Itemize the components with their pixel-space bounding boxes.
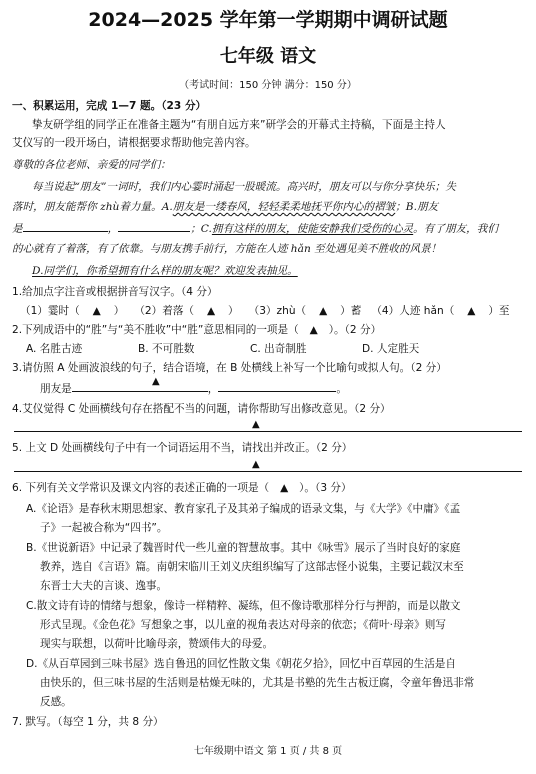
- answer-line[interactable]: [14, 471, 522, 472]
- question-1: 1.给加点字注音或根据拼音写汉字。（4 分）: [12, 286, 218, 298]
- option-b-line: B.《世说新语》中记录了魏晋时代一些儿童的智慧故事。其中《咏雪》展示了当时良好的家庭: [26, 542, 461, 554]
- answer-marker: ▲: [252, 459, 260, 470]
- section-heading: 一、积累运用，完成 1—7 题。（23 分）: [12, 100, 207, 112]
- greeting-line: 尊敬的各位老师、亲爱的同学们：: [12, 159, 171, 171]
- intro-line: 艾仪写的一段开场白，请根据要求帮助他完善内容。: [12, 137, 256, 149]
- option-d-line: 由快乐的，但三味书屋的生活则是枯燥无味的，尤其是书塾的先生古板迂腐，令童年鲁迅非常: [40, 677, 475, 689]
- question-7: 7. 默写。（每空 1 分，共 8 分）: [12, 716, 164, 728]
- option-c-line: 现实与联想，以荷叶比喻母亲，赞颂伟大的母爱。: [40, 638, 274, 650]
- question-2: 2.下列成语中的“胜”与“美不胜收”中“胜”意思相同的一项是（ ▲ ）。（2 分）: [12, 324, 382, 336]
- exam-subtitle: 七年级 语文: [219, 46, 317, 67]
- underlined-sentence-c: 拥有这样的朋友，使能安静我们受伤的心灵: [211, 223, 414, 235]
- question-1-items: （1）霎时（ ▲ ） （2）着落（ ▲ ） （3）zhù（ ▲ ）蓄 （4）人迹 hǎn（ ▲ ）至: [20, 305, 510, 317]
- exam-title: 2024—2025 学年第一学期期中调研试题: [88, 9, 448, 31]
- option-d-line: 反感。: [40, 696, 72, 708]
- page-footer: 七年级期中语文 第 1 页 / 共 8 页: [193, 746, 343, 757]
- intro-line: 挚友研学组的同学正在准备主题为“有朋自远方来”研学会的开幕式主持稿，下面是主持人: [32, 119, 446, 131]
- passage-line: 是 ， ；C.拥有这样的朋友，使能安静我们受伤的心灵。有了朋友，我们: [12, 223, 498, 235]
- option-b-line: 教养，选自《言语》篇。南朝宋临川王刘义庆组织编写了这部志怪小说集，主要记载汉末至: [40, 561, 464, 573]
- passage-line: 的心就有了着落，有了依靠。与朋友携手前行，方能在人迹 hǎn 至处遇见美不胜收的风景！: [12, 243, 442, 255]
- question-3-answer-line: 朋友是 ， 。: [40, 383, 347, 395]
- question-4: 4.艾仪觉得 C 处画横线句存在搭配不当的问题，请你帮助写出修改意见。（2 分）: [12, 403, 391, 415]
- question-6: 6. 下列有关文学常识及课文内容的表述正确的一项是（ ▲ ）。（3 分）: [12, 482, 352, 494]
- passage-line: 落时，朋友能帮你 zhù着力量。A.朋友是一缕春风，轻轻柔柔地抚平你内心的褶皱；B.朋友: [12, 201, 439, 213]
- option-c-line: C.散文诗有诗的情绪与想象，像诗一样精粹、凝练，但不像诗歌那样分行与押韵，而是以散文: [26, 600, 461, 612]
- question-5: 5. 上文 D 处画横线句子中有一个词语运用不当，请找出并改正。（2 分）: [12, 442, 353, 454]
- underlined-sentence-d: D.同学们，你希望拥有什么样的朋友呢？欢迎发表抽见。: [32, 265, 298, 277]
- option-c-line: 形式呈现。《金色花》写想象之事，以儿童的视角表达对母亲的依恋；《荷叶·母亲》则写: [40, 619, 446, 631]
- question-2-options: A. 名胜古迹 B. 不可胜数 C. 出奇制胜 D. 人定胜天: [26, 343, 420, 355]
- answer-line[interactable]: [14, 431, 522, 432]
- question-3: 3.请仿照 A 处画波浪线的句子，结合语境，在 B 处横线上补写一个比喻句或拟人句。（2 分）: [12, 362, 447, 374]
- answer-marker: ▲: [152, 376, 160, 387]
- option-a-line: A.《论语》是春秋末期思想家、教育家孔子及其弟子编成的语录文集，与《大学》《中庸》《孟: [26, 503, 461, 515]
- option-d-line: D.《从百草园到三味书屋》选自鲁迅的回忆性散文集《朝花夕拾》，回忆中百草园的生活是自: [26, 658, 456, 670]
- option-a-line: 子》一起被合称为“四书”。: [40, 522, 168, 534]
- answer-marker: ▲: [252, 419, 260, 430]
- exam-info: （考试时间：150 分钟 满分：150 分）: [179, 80, 357, 91]
- passage-line: 每当说起“朋友”一词时，我们内心霎时涌起一股暖流。高兴时，朋友可以与你分享快乐；失: [32, 181, 456, 193]
- wavy-underlined-sentence: 朋友是一缕春风，轻轻柔柔地抚平你内心的褶皱: [172, 201, 396, 213]
- option-b-line: 东晋士大夫的言谈、逸事。: [40, 580, 168, 592]
